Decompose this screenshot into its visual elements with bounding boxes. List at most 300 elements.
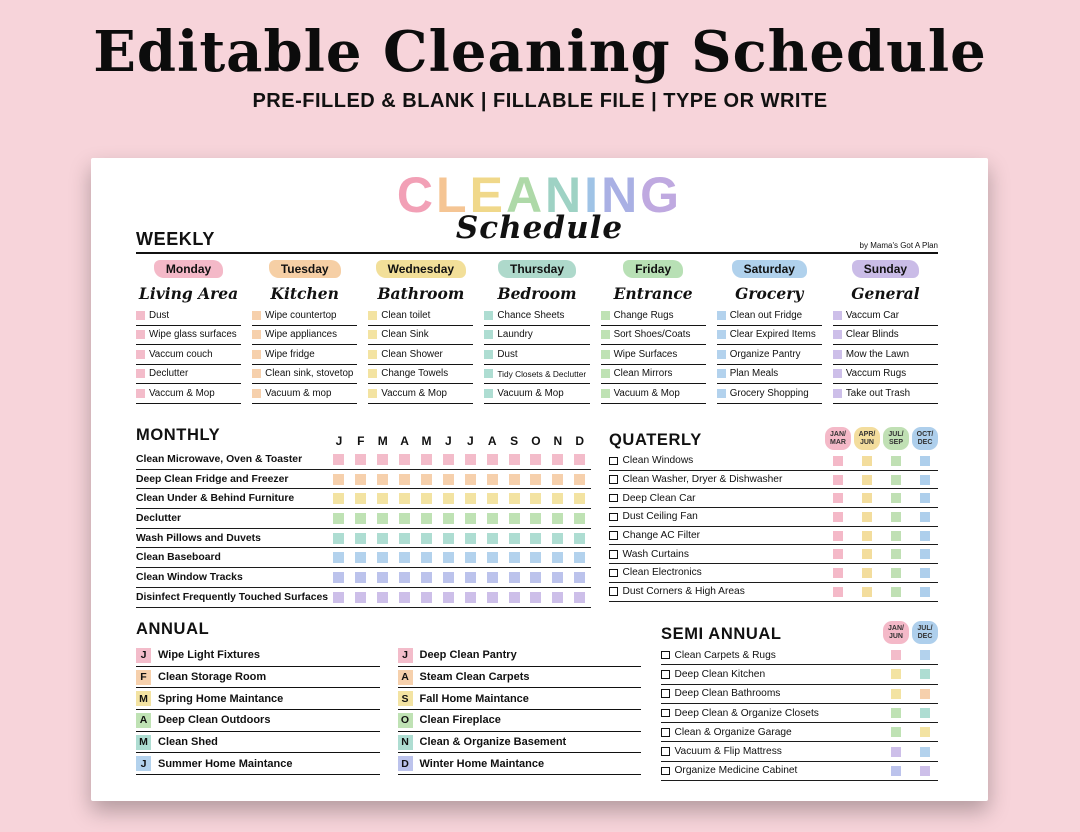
weekly-task-row (601, 365, 706, 385)
quarterly-task-label: Deep Clean Car (622, 492, 696, 504)
month-checkbox[interactable] (421, 493, 432, 504)
task-checkbox[interactable] (484, 350, 493, 359)
month-initial-badge: N (398, 735, 413, 750)
task-label: Vacuum & Mop (497, 387, 564, 399)
logo-letter: I (584, 167, 602, 223)
task-checkbox[interactable] (252, 311, 261, 320)
half-year-checkbox[interactable] (920, 727, 930, 737)
quarter-checkbox[interactable] (862, 493, 872, 503)
half-year-checkbox[interactable] (920, 708, 930, 718)
month-checkbox[interactable] (421, 552, 432, 563)
half-year-checkbox[interactable] (891, 766, 901, 776)
month-checkbox[interactable] (465, 454, 476, 465)
task-checkbox[interactable] (609, 513, 618, 522)
half-year-checkbox[interactable] (920, 689, 930, 699)
month-initial-badge: J (136, 756, 151, 771)
month-letter-row (328, 434, 591, 448)
month-checkbox[interactable] (399, 552, 410, 563)
monthly-task-label: Clean Under & Behind Furniture (136, 493, 295, 505)
month-checkbox[interactable] (487, 533, 498, 544)
quarter-checkbox[interactable] (862, 587, 872, 597)
month-checkbox[interactable] (509, 552, 520, 563)
weekly-task-row (368, 345, 473, 365)
annual-row (398, 753, 642, 775)
task-checkbox[interactable] (609, 587, 618, 596)
task-checkbox[interactable] (661, 728, 670, 737)
quarter-checkbox[interactable] (891, 493, 901, 503)
month-checkbox[interactable] (574, 552, 585, 563)
weekly-column-thursday (484, 260, 589, 404)
task-checkbox[interactable] (601, 369, 610, 378)
quarter-checkbox[interactable] (833, 568, 843, 578)
task-label: Chance Sheets (497, 309, 565, 321)
quarterly-title: QUATERLY (609, 431, 702, 449)
month-letter: N (553, 434, 563, 448)
task-label: Vaccum & Mop (381, 387, 447, 399)
month-checkbox[interactable] (443, 572, 454, 583)
semi-annual-task-label: Deep Clean & Organize Closets (674, 707, 819, 719)
weekly-task-row (833, 326, 938, 346)
month-checkbox[interactable] (399, 572, 410, 583)
annual-task-label: Deep Clean Pantry (419, 649, 517, 662)
task-label: Wipe glass surfaces (149, 329, 237, 341)
quarter-checkbox[interactable] (833, 531, 843, 541)
quarter-checkbox[interactable] (833, 549, 843, 559)
task-label: Laundry (497, 329, 533, 341)
monthly-header (136, 426, 591, 450)
month-checkbox[interactable] (530, 493, 541, 504)
quarter-checkbox[interactable] (862, 475, 872, 485)
month-checkbox[interactable] (509, 513, 520, 524)
task-checkbox[interactable] (717, 350, 726, 359)
month-checkbox[interactable] (377, 454, 388, 465)
month-checkbox[interactable] (487, 592, 498, 603)
task-checkbox[interactable] (368, 311, 377, 320)
logo-schedule-word: Schedule (455, 210, 624, 246)
month-checkbox[interactable] (333, 513, 344, 524)
month-checkbox[interactable] (333, 533, 344, 544)
task-checkbox[interactable] (717, 389, 726, 398)
task-checkbox[interactable] (661, 709, 670, 718)
period-badge: APR/ JUN (854, 427, 880, 450)
task-checkbox[interactable] (368, 389, 377, 398)
half-year-checkbox[interactable] (891, 689, 901, 699)
month-checkbox[interactable] (574, 513, 585, 524)
monthly-row (136, 509, 591, 529)
category-label: Kitchen (270, 283, 339, 303)
month-checkbox[interactable] (399, 493, 410, 504)
half-year-checkbox[interactable] (891, 747, 901, 757)
logo-letter: A (505, 167, 546, 223)
month-initial-badge: D (398, 756, 413, 771)
quarter-checkbox[interactable] (920, 493, 930, 503)
month-checkbox[interactable] (443, 474, 454, 485)
month-checkbox[interactable] (377, 493, 388, 504)
half-year-checkbox[interactable] (920, 747, 930, 757)
monthly-task-label: Clean Microwave, Oven & Toaster (136, 453, 303, 465)
task-checkbox[interactable] (661, 651, 670, 660)
task-checkbox[interactable] (252, 350, 261, 359)
task-checkbox[interactable] (661, 767, 670, 776)
category-label: General (851, 283, 920, 303)
month-checkbox[interactable] (465, 552, 476, 563)
task-checkbox[interactable] (717, 311, 726, 320)
month-checkbox[interactable] (333, 474, 344, 485)
month-checkbox[interactable] (509, 454, 520, 465)
month-checkbox[interactable] (355, 592, 366, 603)
month-letter: M (377, 434, 388, 448)
month-checkbox[interactable] (487, 454, 498, 465)
task-label: Plan Meals (729, 368, 779, 380)
day-label: Saturday (732, 260, 807, 278)
month-checkbox[interactable] (399, 592, 410, 603)
quarter-checkbox[interactable] (920, 475, 930, 485)
month-checkbox[interactable] (530, 592, 541, 603)
month-checkbox[interactable] (421, 533, 432, 544)
month-checkbox[interactable] (443, 552, 454, 563)
month-checkbox[interactable] (333, 592, 344, 603)
task-checkbox[interactable] (136, 330, 145, 339)
quarter-checkbox[interactable] (920, 512, 930, 522)
annual-column-2 (398, 645, 642, 775)
month-checkbox[interactable] (465, 592, 476, 603)
task-label: Wipe appliances (265, 329, 338, 341)
semi-annual-row (661, 685, 938, 704)
monthly-row (136, 489, 591, 509)
weekly-task-row (601, 326, 706, 346)
month-checkbox[interactable] (355, 474, 366, 485)
month-checkbox[interactable] (487, 552, 498, 563)
quarter-checkbox[interactable] (920, 587, 930, 597)
weekly-task-row (368, 365, 473, 385)
month-checkbox[interactable] (443, 513, 454, 524)
month-checkbox[interactable] (552, 493, 563, 504)
month-checkbox[interactable] (530, 552, 541, 563)
month-checkbox[interactable] (421, 513, 432, 524)
semi-annual-row (661, 646, 938, 665)
month-checkbox[interactable] (465, 493, 476, 504)
task-checkbox[interactable] (609, 569, 618, 578)
semi-annual-header (661, 620, 938, 646)
month-checkbox[interactable] (355, 493, 366, 504)
month-checkbox[interactable] (333, 572, 344, 583)
annual-row (136, 688, 380, 710)
month-initial-badge: M (136, 735, 151, 750)
month-checkbox[interactable] (509, 493, 520, 504)
month-checkbox[interactable] (355, 454, 366, 465)
weekly-task-row (484, 384, 589, 404)
quarter-badges (825, 427, 938, 450)
month-initial-badge: F (136, 670, 151, 685)
month-checkbox[interactable] (377, 592, 388, 603)
task-checkbox[interactable] (136, 350, 145, 359)
month-checkbox[interactable] (552, 592, 563, 603)
task-label: Vaccum & Mop (149, 387, 215, 399)
annual-row (136, 645, 380, 667)
monthly-task-label: Deep Clean Fridge and Freezer (136, 473, 289, 485)
monthly-row (136, 568, 591, 588)
half-year-checkbox[interactable] (891, 650, 901, 660)
annual-task-label: Clean Fireplace (419, 714, 501, 727)
quarterly-row (609, 564, 938, 583)
task-checkbox[interactable] (601, 350, 610, 359)
month-checkbox[interactable] (574, 592, 585, 603)
month-checkbox[interactable] (509, 592, 520, 603)
task-checkbox[interactable] (136, 389, 145, 398)
logo-letter: L (436, 167, 470, 223)
month-letter: A (487, 434, 497, 448)
month-checkbox[interactable] (574, 454, 585, 465)
month-letter: F (357, 434, 365, 448)
half-year-checkbox[interactable] (920, 650, 930, 660)
month-letter: S (510, 434, 519, 448)
month-checkbox[interactable] (333, 454, 344, 465)
task-label: Change Rugs (613, 309, 674, 321)
month-checkbox[interactable] (465, 513, 476, 524)
task-checkbox[interactable] (833, 350, 842, 359)
quarter-checkbox[interactable] (920, 456, 930, 466)
quarter-checkbox[interactable] (833, 512, 843, 522)
task-checkbox[interactable] (661, 670, 670, 679)
month-checkbox[interactable] (552, 552, 563, 563)
quarter-checkbox[interactable] (891, 549, 901, 559)
task-checkbox[interactable] (252, 389, 261, 398)
period-badge: JAN/ MAR (825, 427, 851, 450)
task-checkbox[interactable] (252, 369, 261, 378)
month-letter: A (400, 434, 409, 448)
weekly-task-row (136, 326, 241, 346)
task-checkbox[interactable] (833, 369, 842, 378)
quarter-checkbox[interactable] (891, 512, 901, 522)
weekly-task-row (484, 345, 589, 365)
task-label: Wipe fridge (265, 348, 315, 360)
task-checkbox[interactable] (609, 550, 618, 559)
month-checkbox[interactable] (399, 513, 410, 524)
quarter-checkbox[interactable] (891, 587, 901, 597)
month-checkbox[interactable] (443, 592, 454, 603)
quarter-checkbox[interactable] (862, 531, 872, 541)
month-checkbox[interactable] (399, 533, 410, 544)
month-checkbox[interactable] (574, 474, 585, 485)
month-checkbox[interactable] (377, 572, 388, 583)
task-checkbox[interactable] (368, 369, 377, 378)
task-checkbox[interactable] (136, 311, 145, 320)
month-checkbox[interactable] (377, 552, 388, 563)
semi-annual-row (661, 704, 938, 723)
month-checkbox[interactable] (333, 552, 344, 563)
month-checkbox[interactable] (399, 474, 410, 485)
monthly-title: MONTHLY (136, 426, 221, 444)
task-checkbox[interactable] (609, 494, 618, 503)
day-label: Thursday (498, 260, 576, 278)
weekly-column-wednesday (368, 260, 473, 404)
month-checkbox[interactable] (355, 572, 366, 583)
task-checkbox[interactable] (661, 689, 670, 698)
quarter-checkbox[interactable] (891, 568, 901, 578)
month-checkbox[interactable] (530, 454, 541, 465)
month-checkbox[interactable] (465, 533, 476, 544)
quarter-checkbox[interactable] (920, 549, 930, 559)
month-checkbox[interactable] (574, 493, 585, 504)
month-checkbox[interactable] (509, 572, 520, 583)
month-checkbox[interactable] (465, 572, 476, 583)
task-checkbox[interactable] (601, 389, 610, 398)
month-checkbox[interactable] (377, 513, 388, 524)
month-checkbox[interactable] (465, 474, 476, 485)
month-checkbox[interactable] (552, 533, 563, 544)
quarter-checkbox[interactable] (891, 531, 901, 541)
quarter-checkbox[interactable] (862, 568, 872, 578)
task-checkbox[interactable] (368, 350, 377, 359)
month-checkbox[interactable] (421, 474, 432, 485)
quarter-checkbox[interactable] (862, 512, 872, 522)
semi-annual-task-label: Deep Clean Kitchen (674, 668, 766, 680)
category-label: Living Area (138, 283, 239, 303)
month-checkbox[interactable] (355, 533, 366, 544)
month-checkbox[interactable] (487, 513, 498, 524)
task-checkbox[interactable] (609, 457, 618, 466)
quarter-checkbox[interactable] (920, 531, 930, 541)
quarterly-task-label: Clean Electronics (622, 567, 702, 579)
weekly-task-row (484, 306, 589, 326)
month-initial-badge: M (136, 691, 151, 706)
annual-task-label: Clean Shed (158, 736, 218, 749)
month-initial-badge: S (398, 691, 413, 706)
month-checkbox[interactable] (509, 533, 520, 544)
task-checkbox[interactable] (136, 369, 145, 378)
month-checkbox[interactable] (421, 454, 432, 465)
month-checkbox[interactable] (487, 572, 498, 583)
semi-annual-badges (883, 621, 938, 644)
quarterly-task-label: Change AC Filter (622, 530, 701, 542)
month-checkbox[interactable] (355, 552, 366, 563)
task-label: Clear Expired Items (729, 329, 816, 341)
monthly-task-label: Disinfect Frequently Touched Surfaces (136, 591, 329, 603)
task-label: Change Towels (381, 368, 449, 380)
task-checkbox[interactable] (484, 389, 493, 398)
month-checkbox[interactable] (487, 493, 498, 504)
task-checkbox[interactable] (609, 475, 618, 484)
half-year-checkbox[interactable] (920, 669, 930, 679)
monthly-row (136, 548, 591, 568)
task-checkbox[interactable] (368, 330, 377, 339)
annual-row (136, 753, 380, 775)
cleaning-schedule-page (91, 158, 988, 801)
month-checkbox[interactable] (443, 493, 454, 504)
task-checkbox[interactable] (601, 330, 610, 339)
period-badge: JUL/ SEP (883, 427, 909, 450)
task-label: Vacuum & mop (265, 387, 332, 399)
semi-annual-task-label: Deep Clean Bathrooms (674, 688, 781, 700)
logo-letter: N (601, 167, 641, 223)
half-year-checkbox[interactable] (920, 766, 930, 776)
quarter-checkbox[interactable] (891, 456, 901, 466)
month-checkbox[interactable] (377, 474, 388, 485)
month-checkbox[interactable] (443, 454, 454, 465)
category-label: Grocery (735, 283, 804, 303)
task-checkbox[interactable] (601, 311, 610, 320)
half-year-checkbox[interactable] (891, 708, 901, 718)
month-checkbox[interactable] (399, 454, 410, 465)
month-checkbox[interactable] (552, 572, 563, 583)
month-letter: J (445, 434, 452, 448)
quarter-checkbox[interactable] (862, 549, 872, 559)
half-year-checkbox[interactable] (891, 669, 901, 679)
category-label: Bedroom (497, 283, 577, 303)
annual-title: ANNUAL (136, 620, 210, 638)
monthly-row (136, 588, 591, 608)
task-checkbox[interactable] (833, 389, 842, 398)
task-checkbox[interactable] (833, 330, 842, 339)
period-badge: OCT/ DEC (912, 427, 938, 450)
quarter-checkbox[interactable] (862, 456, 872, 466)
month-checkbox[interactable] (443, 533, 454, 544)
task-checkbox[interactable] (661, 747, 670, 756)
quarter-checkbox[interactable] (833, 475, 843, 485)
quarter-checkbox[interactable] (833, 493, 843, 503)
month-checkbox[interactable] (377, 533, 388, 544)
task-checkbox[interactable] (717, 330, 726, 339)
month-checkbox[interactable] (530, 533, 541, 544)
quarterly-task-label: Clean Washer, Dryer & Dishwasher (622, 474, 783, 486)
month-checkbox[interactable] (509, 474, 520, 485)
month-initial-badge: J (136, 648, 151, 663)
quarterly-task-label: Dust Corners & High Areas (622, 586, 745, 598)
category-label: Bathroom (377, 283, 465, 303)
task-checkbox[interactable] (252, 330, 261, 339)
month-checkbox[interactable] (355, 513, 366, 524)
month-checkbox[interactable] (552, 474, 563, 485)
month-checkbox[interactable] (574, 533, 585, 544)
weekly-task-row (833, 345, 938, 365)
month-checkbox[interactable] (552, 513, 563, 524)
annual-task-label: Deep Clean Outdoors (158, 714, 271, 727)
quarterly-header (609, 426, 938, 452)
task-checkbox[interactable] (609, 531, 618, 540)
month-checkbox[interactable] (421, 572, 432, 583)
weekly-task-row (833, 384, 938, 404)
quarter-checkbox[interactable] (833, 456, 843, 466)
weekly-header (136, 224, 938, 254)
month-checkbox[interactable] (487, 474, 498, 485)
monthly-task-label: Clean Window Tracks (136, 571, 243, 583)
task-checkbox[interactable] (484, 369, 493, 378)
half-year-checkbox[interactable] (891, 727, 901, 737)
month-checkbox[interactable] (333, 493, 344, 504)
month-letter: J (335, 434, 343, 448)
quarter-checkbox[interactable] (920, 568, 930, 578)
semi-annual-rows (661, 646, 938, 781)
task-checkbox[interactable] (717, 369, 726, 378)
month-checkbox[interactable] (421, 592, 432, 603)
task-checkbox[interactable] (484, 330, 493, 339)
quarter-checkbox[interactable] (833, 587, 843, 597)
task-label: Vacuum & Mop (613, 387, 680, 399)
task-label: Clean sink, stovetop (265, 368, 354, 380)
month-checkbox[interactable] (552, 454, 563, 465)
month-checkbox[interactable] (574, 572, 585, 583)
weekly-task-row (368, 306, 473, 326)
annual-task-label: Summer Home Maintance (158, 757, 293, 770)
weekly-column-monday (136, 260, 241, 404)
task-label: Clean Mirrors (613, 368, 673, 380)
month-checkbox[interactable] (530, 572, 541, 583)
task-checkbox[interactable] (833, 311, 842, 320)
month-checkbox[interactable] (530, 513, 541, 524)
quarter-checkbox[interactable] (891, 475, 901, 485)
task-checkbox[interactable] (484, 311, 493, 320)
month-checkbox[interactable] (530, 474, 541, 485)
